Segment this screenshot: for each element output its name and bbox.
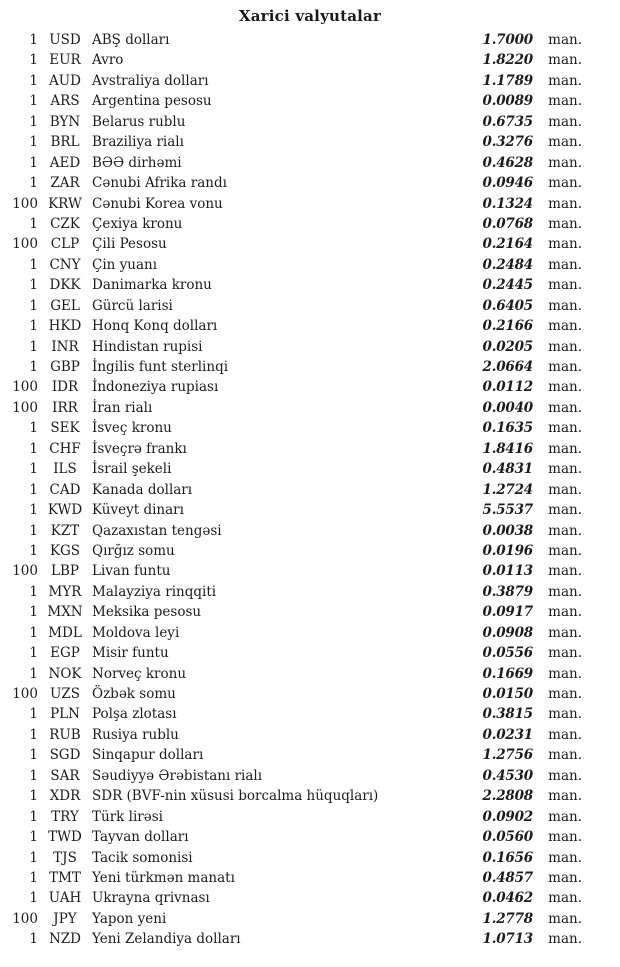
currency-quantity: 1	[29, 113, 38, 130]
currency-name: Hindistan rupisi	[92, 338, 203, 355]
currency-unit: man.	[548, 175, 582, 192]
currency-code: TMT	[49, 869, 81, 886]
currency-row	[0, 500, 620, 520]
exchange-rate: 0.0902	[482, 808, 533, 825]
currency-quantity: 1	[29, 767, 38, 784]
currency-row	[0, 316, 620, 336]
currency-name: Qırğız somu	[92, 542, 175, 559]
currency-quantity: 1	[29, 604, 38, 621]
currency-name: Avstraliya dolları	[92, 72, 209, 89]
currency-quantity: 1	[29, 522, 38, 539]
currency-row	[0, 398, 620, 418]
currency-name: Polşa zlotası	[92, 706, 177, 723]
exchange-rate: 2.0664	[482, 359, 533, 375]
currency-quantity: 1	[29, 175, 38, 192]
exchange-rate: 0.1324	[482, 195, 533, 212]
currency-code: KWD	[47, 502, 83, 519]
page-title: Xarici valyutalar	[238, 7, 382, 25]
currency-name: Meksika pesosu	[92, 604, 202, 621]
currency-name: Tacik somonisi	[92, 849, 193, 866]
currency-unit: man.	[548, 72, 582, 89]
currency-code: CZK	[50, 215, 80, 232]
currency-row	[0, 602, 620, 622]
exchange-rate: 0.4831	[482, 461, 533, 478]
exchange-rate: 0.4857	[482, 869, 533, 886]
currency-unit: man.	[548, 93, 582, 110]
exchange-rate: 0.4628	[482, 154, 533, 171]
currency-unit: man.	[548, 604, 582, 621]
currency-quantity: 100	[12, 399, 38, 416]
currency-row	[0, 337, 620, 357]
currency-code: GBP	[50, 359, 80, 375]
currency-name: ABŞ dolları	[92, 32, 170, 48]
currency-name: İsveç kronu	[92, 420, 172, 437]
currency-row	[0, 214, 620, 234]
currency-code: JPY	[53, 910, 77, 927]
exchange-rate: 0.0231	[482, 726, 533, 743]
currency-name: Tayvan dolları	[92, 829, 189, 846]
currency-quantity: 1	[29, 829, 38, 846]
currency-quantity: 1	[29, 256, 38, 273]
currency-row	[0, 786, 620, 806]
currency-unit: man.	[548, 890, 582, 907]
currency-unit: man.	[548, 277, 582, 294]
currency-quantity: 100	[12, 686, 38, 702]
currency-unit: man.	[548, 563, 582, 580]
currency-quantity: 1	[29, 726, 38, 743]
currency-name: İngilis funt sterlinqi	[92, 359, 229, 375]
currency-row	[0, 521, 620, 541]
currency-unit: man.	[548, 134, 582, 151]
currency-row	[0, 643, 620, 663]
currency-row	[0, 868, 620, 888]
exchange-rate: 0.4530	[482, 767, 533, 784]
currency-row	[0, 848, 620, 868]
currency-row	[0, 909, 620, 929]
currency-code: AED	[49, 154, 81, 171]
currency-unit: man.	[548, 256, 582, 273]
currency-quantity: 1	[29, 72, 38, 89]
currency-unit: man.	[548, 583, 582, 600]
currency-name: Türk lirəsi	[92, 808, 163, 825]
currency-name: Yeni türkmən manatı	[92, 869, 235, 886]
currency-row	[0, 132, 620, 152]
currency-quantity: 1	[29, 808, 38, 825]
currency-quantity: 1	[29, 869, 38, 886]
currency-unit: man.	[548, 461, 582, 478]
currency-code: SEK	[50, 420, 80, 437]
currency-unit: man.	[548, 767, 582, 784]
exchange-rate: 0.1656	[482, 849, 533, 866]
currency-quantity: 1	[29, 93, 38, 110]
currency-row	[0, 704, 620, 724]
currency-unit: man.	[548, 318, 582, 335]
currency-code: TRY	[51, 808, 79, 825]
currency-row	[0, 153, 620, 173]
exchange-rate: 0.0946	[482, 175, 533, 192]
currency-quantity: 1	[29, 542, 38, 559]
currency-quantity: 1	[29, 645, 38, 662]
exchange-rate: 0.2164	[482, 236, 533, 253]
exchange-rate: 0.0150	[482, 686, 533, 702]
currency-name: Norveç kronu	[92, 665, 187, 682]
exchange-rate: 0.3815	[482, 706, 533, 723]
exchange-rate: 1.2778	[482, 910, 533, 927]
currency-code: CNY	[49, 256, 81, 273]
currency-name: Cənubi Afrika randı	[92, 175, 227, 192]
currency-row	[0, 888, 620, 908]
currency-row	[0, 827, 620, 847]
currency-code: NOK	[48, 665, 82, 682]
currency-unit: man.	[548, 665, 582, 682]
currency-name: Yeni Zelandiya dolları	[92, 931, 241, 948]
currency-unit: man.	[548, 910, 582, 927]
currency-row	[0, 296, 620, 316]
currency-quantity: 1	[29, 502, 38, 519]
currency-code: CHF	[49, 440, 81, 457]
currency-code: MYR	[48, 583, 82, 600]
currency-code: UAH	[48, 890, 82, 907]
currency-name: Avro	[92, 52, 124, 69]
currency-code: PLN	[50, 706, 80, 723]
currency-code: ZAR	[50, 175, 80, 192]
currency-code: KGS	[49, 542, 81, 559]
currency-code: CLP	[50, 236, 80, 253]
currency-code: SAR	[50, 767, 80, 784]
currency-row	[0, 541, 620, 561]
currency-row	[0, 173, 620, 193]
currency-quantity: 1	[29, 931, 38, 948]
currency-quantity: 1	[29, 583, 38, 600]
exchange-rate: 5.5537	[482, 502, 533, 519]
exchange-rate: 0.0113	[482, 563, 533, 580]
currency-unit: man.	[548, 849, 582, 866]
currency-code: USD	[49, 32, 81, 48]
currency-quantity: 1	[29, 747, 38, 764]
currency-quantity: 1	[29, 706, 38, 723]
currency-row	[0, 357, 620, 377]
currency-code: HKD	[48, 318, 82, 335]
currency-name: Yapon yeni	[92, 910, 167, 927]
currency-row	[0, 439, 620, 459]
currency-quantity: 1	[29, 318, 38, 335]
exchange-rate: 1.0713	[482, 931, 533, 948]
currency-name: Kanada dolları	[92, 481, 193, 498]
currency-quantity: 1	[29, 788, 38, 805]
exchange-rate: 0.0462	[482, 890, 533, 907]
currency-code: TWD	[48, 829, 82, 846]
currency-unit: man.	[548, 52, 582, 69]
currency-row	[0, 275, 620, 295]
currency-quantity: 1	[29, 890, 38, 907]
currency-quantity: 100	[12, 195, 38, 212]
currency-code: ILS	[53, 461, 77, 478]
currency-row	[0, 71, 620, 91]
exchange-rate: 0.0112	[482, 379, 533, 396]
currency-unit: man.	[548, 869, 582, 886]
currency-unit: man.	[548, 154, 582, 171]
currency-name: Küveyt dinarı	[92, 502, 184, 519]
exchange-rate: 2.2808	[482, 788, 533, 805]
currency-quantity: 100	[12, 379, 38, 396]
currency-quantity: 1	[29, 52, 38, 69]
currency-name: Sinqapur dolları	[92, 747, 204, 764]
currency-quantity: 1	[29, 134, 38, 151]
currency-code: NZD	[48, 931, 82, 948]
exchange-rate: 0.3276	[482, 134, 533, 151]
currency-quantity: 1	[29, 338, 38, 355]
currency-row	[0, 377, 620, 397]
currency-unit: man.	[548, 297, 582, 314]
currency-row	[0, 194, 620, 214]
currency-quantity: 1	[29, 624, 38, 641]
currency-unit: man.	[548, 686, 582, 702]
currency-quantity: 100	[12, 236, 38, 253]
currency-unit: man.	[548, 113, 582, 130]
currency-code: XDR	[49, 788, 81, 805]
exchange-rate: 0.0089	[482, 93, 533, 110]
currency-code: CAD	[49, 481, 81, 498]
currency-row	[0, 30, 620, 50]
currency-row	[0, 664, 620, 684]
currency-name: Livan funtu	[92, 563, 171, 580]
currency-unit: man.	[548, 440, 582, 457]
currency-row	[0, 480, 620, 500]
currency-quantity: 1	[29, 665, 38, 682]
exchange-rate: 0.0917	[482, 604, 533, 621]
exchange-rate: 1.2724	[482, 481, 533, 498]
currency-unit: man.	[548, 215, 582, 232]
currency-code: IDR	[51, 379, 79, 396]
currency-name: Qazaxıstan tengəsi	[92, 522, 222, 539]
currency-name: İsrail şekeli	[92, 461, 172, 478]
currency-unit: man.	[548, 379, 582, 396]
currency-unit: man.	[548, 808, 582, 825]
currency-row	[0, 582, 620, 602]
currency-quantity: 1	[29, 849, 38, 866]
currency-code: SGD	[49, 747, 81, 764]
exchange-rate: 0.0040	[482, 399, 533, 416]
currency-name: Misir funtu	[92, 645, 169, 662]
currency-name: Braziliya rialı	[92, 134, 184, 151]
currency-name: Ukrayna qrivnası	[92, 890, 210, 907]
currency-unit: man.	[548, 706, 582, 723]
currency-code: UZS	[49, 686, 80, 702]
currency-name: Çexiya kronu	[92, 215, 183, 232]
exchange-rate: 0.6735	[482, 113, 533, 130]
currency-code: IRR	[52, 399, 78, 416]
currency-row	[0, 234, 620, 254]
currency-name: İran rialı	[92, 399, 153, 416]
exchange-rate: 0.0205	[482, 338, 533, 355]
exchange-rate: 0.1669	[482, 665, 533, 682]
currency-unit: man.	[548, 542, 582, 559]
currency-row	[0, 623, 620, 643]
currency-row	[0, 112, 620, 132]
currency-name: Belarus rublu	[92, 113, 186, 130]
currency-code: LBP	[51, 563, 79, 580]
currency-code: EUR	[49, 52, 81, 69]
currency-quantity: 1	[29, 277, 38, 294]
exchange-rate: 0.1635	[482, 420, 533, 437]
currency-code: MDL	[48, 624, 82, 641]
currency-quantity: 1	[29, 461, 38, 478]
currency-quantity: 1	[29, 297, 38, 314]
currency-code: KRW	[48, 195, 82, 212]
currency-code: BRL	[50, 134, 80, 151]
currency-unit: man.	[548, 195, 582, 212]
exchange-rate: 0.2484	[482, 256, 533, 273]
exchange-rate: 1.1789	[482, 72, 533, 89]
currency-row	[0, 50, 620, 70]
currency-code: RUB	[49, 726, 81, 743]
exchange-rate: 0.6405	[482, 297, 533, 314]
currency-name: Səudiyyə Ərəbistanı rialı	[92, 767, 263, 784]
currency-name: Danimarka kronu	[92, 277, 212, 294]
currency-unit: man.	[548, 359, 582, 375]
exchange-rate: 0.2445	[482, 277, 533, 294]
currency-code: KZT	[50, 522, 80, 539]
currency-unit: man.	[548, 624, 582, 641]
currency-unit: man.	[548, 726, 582, 743]
exchange-rate: 0.0196	[482, 542, 533, 559]
currency-name: İndoneziya rupiası	[92, 379, 219, 396]
exchange-rate: 0.0038	[482, 522, 533, 539]
exchange-rate: 0.3879	[482, 583, 533, 600]
currency-unit: man.	[548, 399, 582, 416]
currency-row	[0, 91, 620, 111]
currency-row	[0, 684, 620, 704]
currency-unit: man.	[548, 522, 582, 539]
currency-row	[0, 725, 620, 745]
currency-name: Gürcü larisi	[92, 297, 173, 314]
currency-name: Cənubi Korea vonu	[92, 195, 223, 212]
currency-name: Moldova leyi	[92, 624, 180, 641]
exchange-rate: 0.0560	[482, 829, 533, 846]
currency-unit: man.	[548, 829, 582, 846]
currency-code: AUD	[49, 72, 81, 89]
exchange-rate: 0.0908	[482, 624, 533, 641]
currency-unit: man.	[548, 32, 582, 48]
currency-name: SDR (BVF-nin xüsusi borcalma hüquqları)	[92, 788, 379, 805]
currency-name: Çin yuanı	[92, 256, 158, 273]
currency-code: TJS	[53, 849, 77, 866]
currency-row	[0, 418, 620, 438]
currency-row	[0, 807, 620, 827]
currency-name: İsveçrə frankı	[92, 440, 187, 457]
currency-row	[0, 929, 620, 949]
currency-code: BYN	[49, 113, 81, 130]
currency-code: GEL	[50, 297, 80, 314]
currency-row	[0, 255, 620, 275]
exchange-rate: 1.8220	[482, 52, 533, 69]
currency-row	[0, 561, 620, 581]
currency-quantity: 1	[29, 32, 38, 48]
currency-quantity: 1	[29, 359, 38, 375]
exchange-rate: 0.0556	[482, 645, 533, 662]
currency-code: DKK	[49, 277, 81, 294]
currency-unit: man.	[548, 788, 582, 805]
currency-name: BƏƏ dirhəmi	[92, 154, 182, 171]
currency-code: ARS	[50, 93, 80, 110]
currency-unit: man.	[548, 481, 582, 498]
currency-quantity: 1	[29, 481, 38, 498]
currency-unit: man.	[548, 502, 582, 519]
currency-quantity: 1	[29, 440, 38, 457]
exchange-rate: 0.0768	[482, 215, 533, 232]
currency-name: Rusiya rublu	[92, 726, 179, 743]
currency-quantity: 1	[29, 215, 38, 232]
currency-quantity: 1	[29, 420, 38, 437]
currency-row	[0, 766, 620, 786]
exchange-rate: 1.7000	[482, 32, 533, 48]
currency-unit: man.	[548, 420, 582, 437]
currency-quantity: 1	[29, 154, 38, 171]
currency-code: MXN	[47, 604, 83, 621]
currency-code: EGP	[50, 645, 80, 662]
currency-table	[0, 25, 620, 950]
currency-quantity: 100	[12, 910, 38, 927]
currency-name: Argentina pesosu	[92, 93, 212, 110]
currency-name: Honq Konq dolları	[92, 318, 218, 335]
exchange-rate: 1.2756	[482, 747, 533, 764]
exchange-rate: 1.8416	[482, 440, 533, 457]
currency-unit: man.	[548, 747, 582, 764]
currency-quantity: 100	[12, 563, 38, 580]
currency-code: INR	[51, 338, 79, 355]
currency-row	[0, 459, 620, 479]
currency-unit: man.	[548, 236, 582, 253]
currency-row	[0, 745, 620, 765]
exchange-rate: 0.2166	[482, 318, 533, 335]
currency-unit: man.	[548, 931, 582, 948]
currency-name: Malayziya rinqqiti	[92, 583, 217, 600]
currency-name: Özbək somu	[92, 686, 176, 702]
currency-name: Çili Pesosu	[92, 236, 167, 253]
currency-unit: man.	[548, 338, 582, 355]
currency-unit: man.	[548, 645, 582, 662]
